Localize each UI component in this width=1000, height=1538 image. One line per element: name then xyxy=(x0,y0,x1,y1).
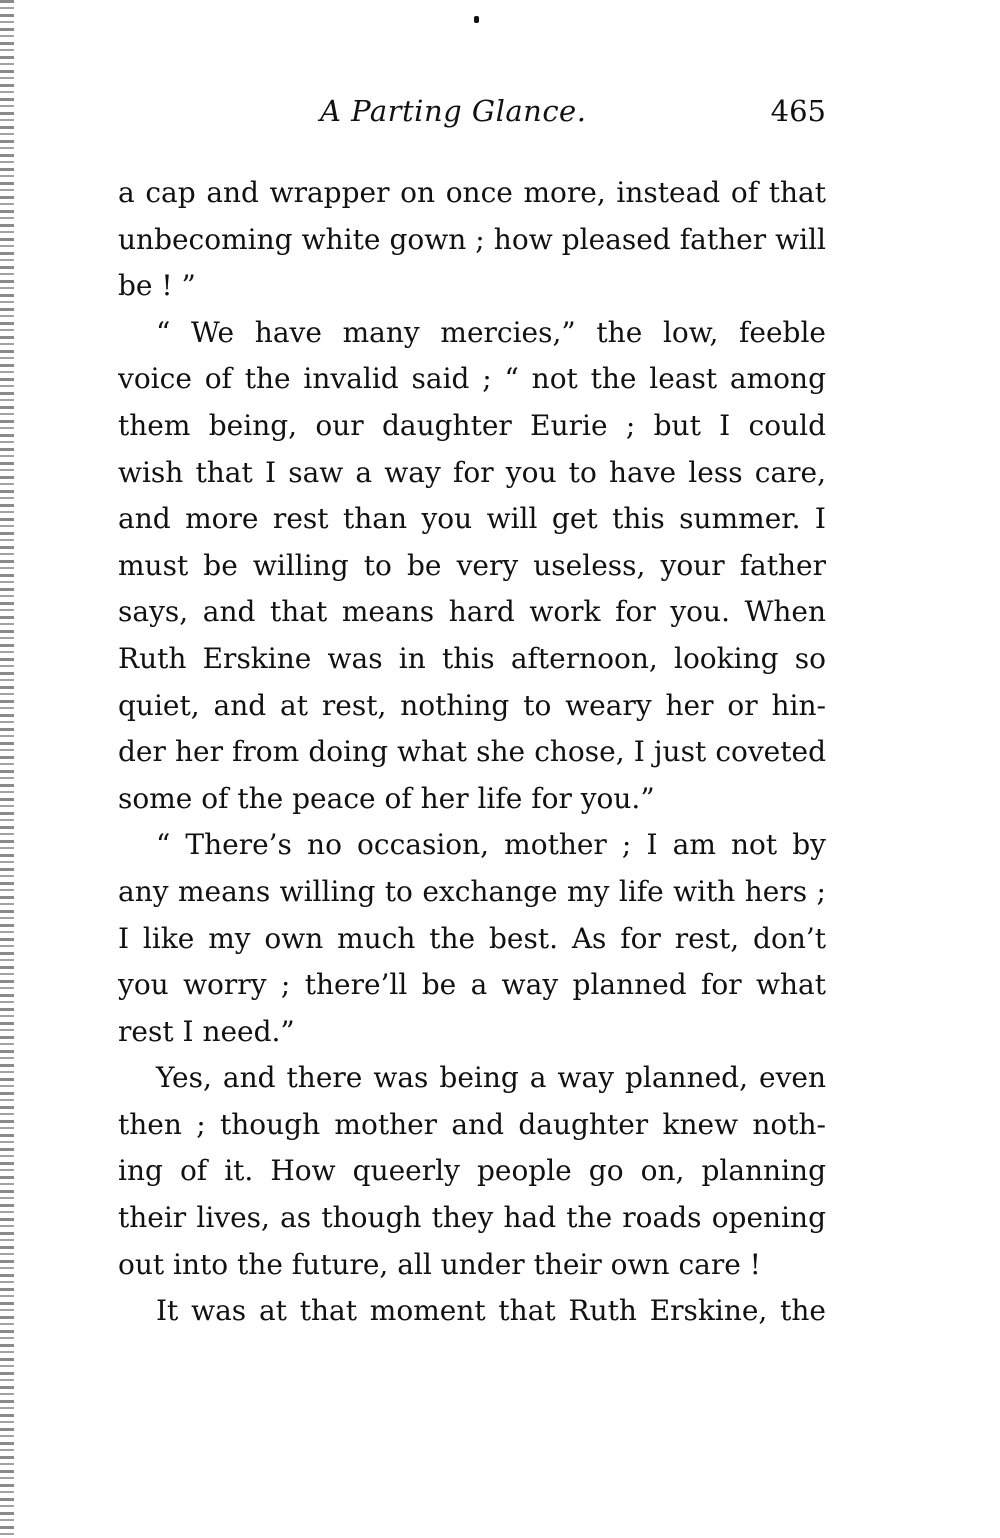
page-gutter-edge xyxy=(0,0,14,1538)
text-line: and more rest than you will get this summer. I xyxy=(118,502,826,536)
text-line: wish that I saw a way for you to have less care, xyxy=(118,455,826,489)
text-line: any means willing to exchange my life with hers ; xyxy=(118,874,826,908)
text-line: unbecoming white gown ; how pleased father will xyxy=(118,222,826,256)
page-number: 465 xyxy=(770,94,826,128)
text-line: “ We have many mercies,” the low, feeble xyxy=(156,315,826,349)
text-line: quiet, and at rest, nothing to weary her or hin- xyxy=(118,688,826,722)
text-line: must be willing to be very useless, your father xyxy=(118,548,826,582)
text-line: “ There’s no occasion, mother ; I am not by xyxy=(156,828,826,862)
text-line: I like my own much the best. As for rest, don’t xyxy=(118,921,826,955)
text-line: says, and that means hard work for you. When xyxy=(118,595,826,629)
text-line: a cap and wrapper on once more, instead of that xyxy=(118,176,826,209)
text-line: It was at that moment that Ruth Erskine, the xyxy=(156,1294,826,1328)
text-line: Ruth Erskine was in this afternoon, looking so xyxy=(118,641,826,675)
text-line: them being, our daughter Eurie ; but I could xyxy=(118,408,826,442)
page-header xyxy=(118,94,826,138)
text-line: ing of it. How queerly people go on, planning xyxy=(118,1154,826,1188)
text-line: der her from doing what she chose, I just coveted xyxy=(118,735,826,769)
text-line: voice of the invalid said ; “ not the least among xyxy=(118,362,826,396)
text-line: out into the future, all under their own care ! xyxy=(118,1247,761,1281)
text-line: some of the peace of her life for you.” xyxy=(118,781,655,815)
text-line: their lives, as though they had the roads opening xyxy=(118,1201,826,1235)
text-line: rest I need.” xyxy=(118,1014,295,1048)
text-line: you worry ; there’ll be a way planned for what xyxy=(118,968,826,1002)
running-title: A Parting Glance. xyxy=(320,94,587,128)
text-line: be ! ” xyxy=(118,269,196,303)
body-text xyxy=(118,170,826,1335)
text-line: Yes, and there was being a way planned, even xyxy=(156,1061,826,1095)
ink-speck xyxy=(474,16,479,23)
text-line: then ; though mother and daughter knew noth- xyxy=(118,1107,826,1141)
